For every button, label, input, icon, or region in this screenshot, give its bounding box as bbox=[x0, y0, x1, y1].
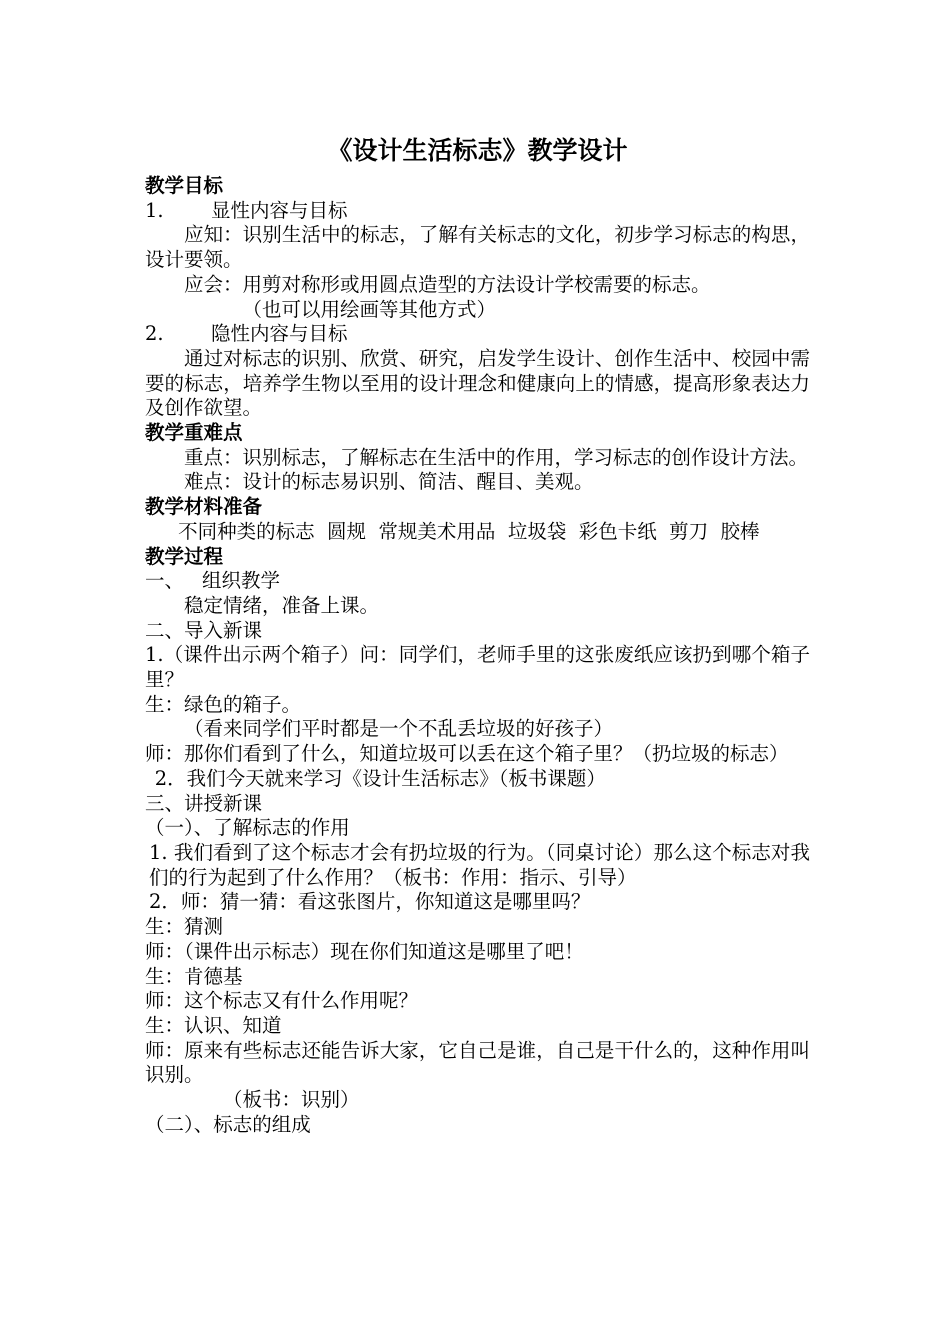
paragraph: 难点：设计的标志易识别、简洁、醒目、美观。 bbox=[184, 470, 594, 494]
section-heading-process: 教学过程 bbox=[145, 544, 224, 568]
paragraph: （也可以用绘画等其他方式） bbox=[242, 297, 497, 321]
paragraph: （看来同学们平时都是一个不乱丢垃圾的好孩子） bbox=[184, 717, 614, 741]
paragraph: 1.（课件出示两个箱子）问：同学们，老师手里的这张废纸应该扔到哪个箱子里？ bbox=[145, 643, 810, 692]
paragraph: 2．我们今天就来学习《设计生活标志》（板书课题） bbox=[154, 766, 606, 790]
paragraph: 应会：用剪对称形或用圆点造型的方法设计学校需要的标志。 bbox=[184, 272, 711, 296]
paragraph: 二、导入新课 bbox=[145, 618, 263, 642]
paragraph: 师：原来有些标志还能告诉大家，它自己是谁，自己是干什么的，这种作用叫识别。 bbox=[145, 1038, 810, 1087]
paragraph: （一）、了解标志的作用 bbox=[145, 816, 350, 840]
list-label: 显性内容与目标 bbox=[211, 198, 348, 222]
paragraph: 生：绿色的箱子。 bbox=[145, 692, 302, 716]
paragraph: 通过对标志的识别、欣赏、研究，启发学生设计、创作生活中、校园中需要的标志，培养学生物以至用的设计理念和健康向上的情感，提高形象表达力及创作欲望。 bbox=[145, 346, 810, 420]
document-title: 《设计生活标志》教学设计 bbox=[327, 136, 628, 165]
list-item bbox=[145, 322, 810, 347]
paragraph: 2．师：猜一猜：看这张图片，你知道这是哪里吗？ bbox=[149, 890, 591, 914]
paragraph: （板书：识别） bbox=[223, 1088, 360, 1112]
section-heading-objectives: 教学目标 bbox=[145, 174, 224, 197]
paragraph: 1. 我们看到了这个标志才会有扔垃圾的行为。（同桌讨论）那么这个标志对我们的行为起到了什么作用？（板书：作用：指示、引导） bbox=[149, 840, 810, 889]
paragraph: 重点：识别标志，了解标志在生活中的作用，学习标志的创作设计方法。 bbox=[184, 445, 809, 469]
paragraph: 稳定情绪，准备上课。 bbox=[184, 593, 380, 617]
list-label: 组织教学 bbox=[202, 569, 281, 593]
list-number: 1. bbox=[145, 198, 164, 222]
list-item bbox=[145, 569, 810, 594]
paragraph: 不同种类的标志 圆规 常规美术用品 垃圾袋 彩色卡纸 剪刀 胶棒 bbox=[178, 519, 760, 543]
paragraph: 师：那你们看到了什么，知道垃圾可以丢在这个箱子里？（扔垃圾的标志） bbox=[145, 742, 789, 766]
section-heading-materials: 教学材料准备 bbox=[145, 495, 263, 519]
document-page bbox=[145, 136, 810, 1137]
paragraph: 三、讲授新课 bbox=[145, 791, 263, 815]
list-item bbox=[145, 199, 810, 224]
paragraph: 师：这个标志又有什么作用呢？ bbox=[145, 989, 419, 1013]
list-number: 2. bbox=[145, 322, 164, 346]
paragraph: 生：认识、知道 bbox=[145, 1013, 282, 1037]
list-number: 一、 bbox=[145, 569, 185, 593]
list-label: 隐性内容与目标 bbox=[211, 322, 348, 346]
paragraph: （二）、标志的组成 bbox=[145, 1112, 311, 1136]
paragraph: 生：肯德基 bbox=[145, 964, 243, 988]
paragraph: 师：（课件出示标志）现在你们知道这是哪里了吧！ bbox=[145, 939, 584, 963]
paragraph: 生：猜测 bbox=[145, 915, 224, 939]
paragraph: 应知：识别生活中的标志，了解有关标志的文化，初步学习标志的构思，设计要领。 bbox=[145, 223, 810, 272]
section-heading-key-points: 教学重难点 bbox=[145, 421, 243, 445]
